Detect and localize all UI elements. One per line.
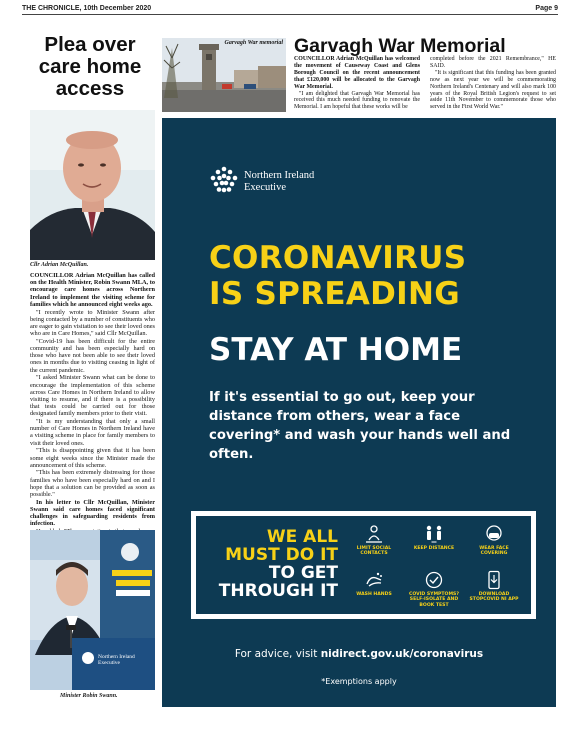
action-limit-contacts: [346, 522, 402, 564]
action-covid-test: [406, 568, 462, 610]
councillor-photo-caption: Cllr Adrian McQuillan.: [30, 262, 89, 268]
article-bold-paragraph: In his letter to Cllr McQuillan, Minister Swann said care homes faced significant challenges in safeguarding residents from infection.: [30, 498, 155, 528]
article-paragraph: "I asked Minister Swann what can be done to encourage the implementation of this scheme across Care Homes in Northern Ireland to allow visiting to resume, and if there is a possibility that tests could be carried out for those designated family members prior to their visit.: [30, 374, 155, 418]
article-paragraph: "I am delighted that Garvagh War Memorial has received this much needed funding to renovate the Memorial. I am hopeful that these works will be: [294, 90, 420, 111]
memorial-street-image: [162, 38, 286, 112]
care-home-article-body: [30, 272, 155, 572]
article-paragraph: completed before the 2021 Remembrance," HE SAID.: [430, 56, 556, 69]
action-label: LIMIT SOCIAL CONTACTS: [356, 546, 392, 557]
headline-line: access: [55, 77, 125, 100]
action-label: DOWNLOAD STOPCOVID NI APP: [469, 592, 519, 603]
actions-panel: [191, 511, 536, 619]
war-memorial-photo: [162, 38, 286, 112]
action-label: COVID SYMPTOMS? SELF-ISOLATE AND BOOK TEST: [409, 592, 459, 608]
photo-overlay-label: Garvagh War memorial: [224, 40, 283, 46]
headline-is-spreading: IS SPREADING: [209, 276, 460, 312]
slogan-line: THROUGH IT: [218, 581, 338, 601]
minister-photo-caption: Minister Robin Swann.: [60, 693, 118, 699]
advice-url: nidirect.gov.uk/coronavirus: [320, 648, 484, 660]
minister-photo: [30, 530, 155, 690]
publication-date: THE CHRONICLE, 10th December 2020: [22, 5, 152, 12]
covid-test-icon: [424, 570, 444, 590]
councillor-portrait-image: [30, 110, 155, 260]
slogan: [204, 528, 338, 600]
article-lead: COUNCILLOR Adrian McQuillan has called on the Health Minister, Robin Swann MLA, to encourage care homes across Northern Ireland to implement the visiting scheme for families which he announced eight weeks ago.: [30, 272, 155, 308]
logo-line2: Executive: [244, 182, 286, 193]
headline-coronavirus: CORONAVIRUS: [209, 240, 467, 276]
article-paragraph: "Covid-19 has been difficult for the entire community and has been especially hard on those who have not been able to see their loved ones in months due to visiting ceasing in light of the current pandemic.: [30, 337, 155, 374]
action-face-covering: [466, 522, 522, 564]
action-label: KEEP DISTANCE: [413, 546, 455, 551]
slogan-line: WE ALL: [266, 527, 338, 547]
headline-stay-at-home: STAY AT HOME: [209, 332, 463, 368]
minister-podium-image: [30, 530, 155, 690]
wash-hands-icon: [364, 570, 384, 590]
coronavirus-advert: [162, 118, 556, 707]
slogan-line: TO GET: [268, 563, 338, 583]
ni-executive-logo-icon: [210, 166, 238, 194]
app-download-icon: [484, 570, 504, 590]
article-paragraph: "It is significant that this funding has been granted now as next year we will be commemorating Northern Ireland's Centenary and will also mark 100 years of the Royal British Legion's request to set aside 11th November to commemorate those who served in the First World War.": [430, 69, 556, 111]
header-divider: [22, 14, 558, 15]
advice-line: [162, 648, 556, 660]
article-paragraph: "It is my understanding that only a small number of Care Homes in Northern Ireland have a visiting scheme in place for family members to visit their loved ones.: [30, 418, 155, 447]
actions-grid: [346, 522, 526, 610]
article-lead: COUNCILLOR Adrian McQuillan has welcomed the movement of Causeway Coast and Glens Borough Council on the recent announcement that £120,000 will be allocated to the Garvagh War Memorial.: [294, 56, 420, 90]
logo-line1: Northern Ireland: [244, 170, 315, 181]
councillor-photo: [30, 110, 155, 260]
slogan-line: MUST DO IT: [225, 545, 338, 565]
action-label: WASH HANDS: [356, 592, 392, 597]
limit-contacts-icon: [364, 524, 384, 544]
headline-line: Plea over: [44, 33, 136, 56]
advert-message: If it's essential to go out, keep your distance from others, wear a face covering* and wash your hands well and often.: [209, 390, 511, 462]
war-memorial-headline: Garvagh War Memorial: [294, 35, 506, 57]
podium-logo-text: Northern Ireland Executive: [98, 654, 135, 666]
action-keep-distance: [406, 522, 462, 564]
action-label: WEAR FACE COVERING: [479, 546, 509, 557]
article-paragraph: "This has been extremely distressing for those families who have been especially hard on and I hope that a solution can be provided as soon as possible.": [30, 469, 155, 499]
ni-executive-logo: [210, 166, 350, 202]
care-home-headline: [22, 34, 158, 100]
face-covering-icon: [484, 524, 504, 544]
action-wash-hands: [346, 568, 402, 610]
headline-line: care home: [38, 55, 142, 78]
advice-prefix: For advice, visit: [234, 648, 321, 660]
action-download-app: [466, 568, 522, 610]
article-paragraph: "This is disappointing given that it has been some eight weeks since the Minister made the announcement of this scheme.: [30, 447, 155, 469]
keep-distance-icon: [424, 524, 444, 544]
exemptions-footnote: *Exemptions apply: [321, 677, 397, 686]
page-number: Page 9: [535, 5, 558, 12]
article-paragraph: "I recently wrote to Minister Swann after being contacted by a number of constituents who are eager to gain visitation to see their loved ones who are in Care Homes," said Cllr McQuillan.: [30, 308, 155, 338]
